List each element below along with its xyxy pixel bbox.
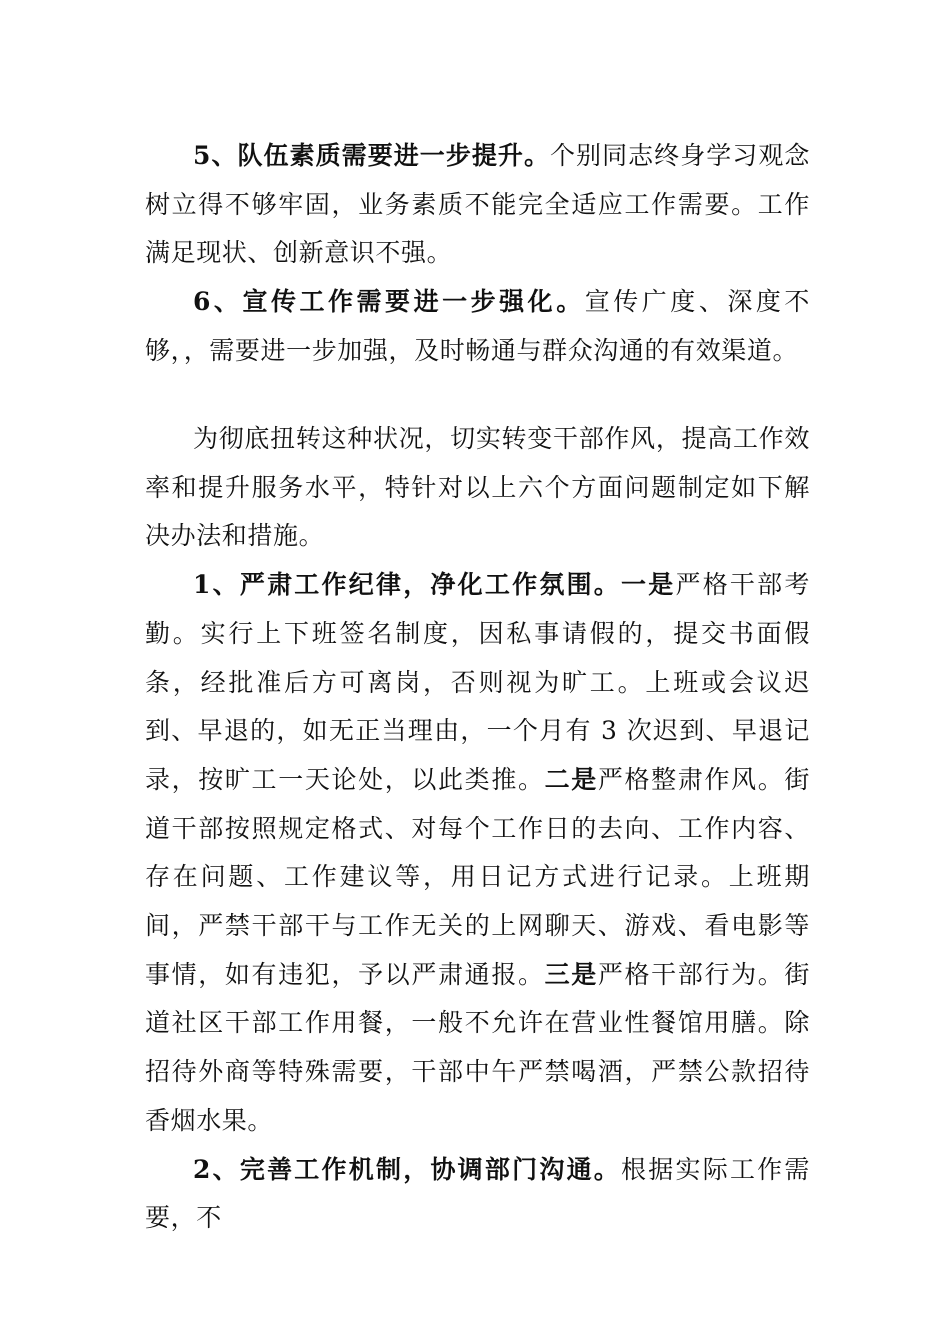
lead-marker: 二是 <box>544 764 598 794</box>
paragraph-heading: 2、完善工作机制，协调部门沟通。 <box>193 1154 622 1184</box>
paragraph-heading: 6、宣传工作需要进一步强化。 <box>193 287 585 317</box>
paragraph-measure-1 <box>145 561 810 1145</box>
measures-section <box>145 415 810 1243</box>
paragraph-measure-2 <box>145 1146 810 1243</box>
paragraph-issue-5 <box>145 132 810 278</box>
paragraph-heading: 1、严肃工作纪律，净化工作氛围。 <box>193 570 622 600</box>
paragraph-body: 为彻底扭转这种状况，切实转变干部作风，提高工作效率和提升服务水平，特针对以上六个方面问题制定如下解决办法和措施。 <box>145 424 810 551</box>
paragraph-body: 严格整肃作风。街道干部按照规定格式、对每个工作日的去向、工作内容、存在问题、工作建议等，用日记方式进行记录。上班期间，严禁干部干与工作无关的上网聊天、游戏、看电影等事情，如有违犯，予以严肃通报。 <box>145 764 810 989</box>
paragraph-intro <box>145 415 810 561</box>
paragraph-issue-6 <box>145 278 810 375</box>
paragraph-body: 严格干部行为。街道社区干部工作用餐，一般不允许在营业性餐馆用膳。除招待外商等特殊需要，干部中午严禁喝酒，严禁公款招待香烟水果。 <box>145 959 810 1135</box>
paragraph-body: 个别同志终身学习观念树立得不够牢固，业务素质不能完全适应工作需要。工作满足现状、创新意识不强。 <box>145 141 810 268</box>
paragraph-heading: 5、队伍素质需要进一步提升。 <box>193 141 550 170</box>
lead-marker: 三是 <box>544 959 598 989</box>
issues-section <box>145 132 810 376</box>
lead-marker: 一是 <box>621 570 676 600</box>
paragraph-body: 宣传广度、深度不够，，需要进一步加强，及时畅通与群众沟通的有效渠道。 <box>145 287 810 365</box>
paragraph-body: 严格干部考勤。实行上下班签名制度，因私事请假的，提交书面假条，经批准后方可离岗，否则视为旷工。上班或会议迟到、早退的，如无正当理由，一个月有 3 次迟到、早退记录，按旷工一天论处，以此类推。 <box>145 570 810 794</box>
paragraph-body: 根据实际工作需要，不 <box>145 1154 810 1233</box>
